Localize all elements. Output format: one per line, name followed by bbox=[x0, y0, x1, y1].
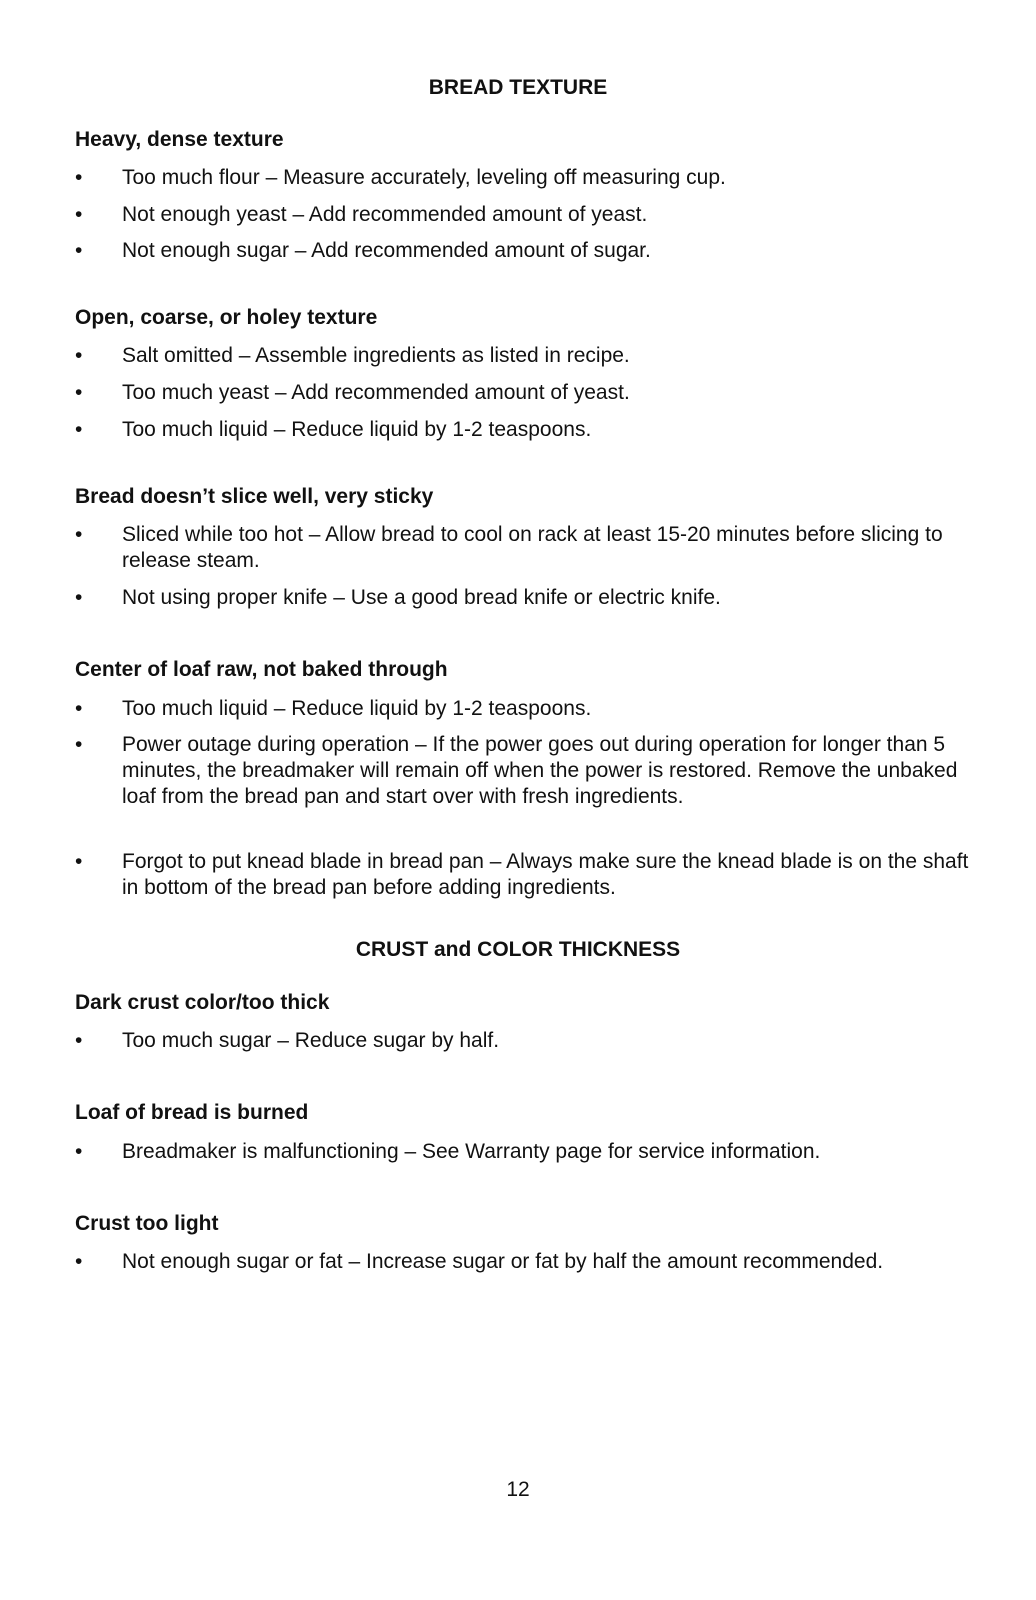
page-number: 12 bbox=[506, 1478, 530, 1501]
bullet-icon: • bbox=[75, 344, 83, 367]
bullet-icon: • bbox=[75, 166, 83, 189]
list-item-text: Too much yeast – Add recommended amount of yeast. bbox=[122, 381, 630, 404]
heading-open-coarse-texture: Open, coarse, or holey texture bbox=[75, 306, 378, 329]
bullet-icon: • bbox=[75, 1029, 83, 1052]
list-item-text: Too much liquid – Reduce liquid by 1-2 teaspoons. bbox=[122, 418, 592, 441]
bullet-icon: • bbox=[75, 1140, 83, 1163]
list-item-text: Not using proper knife – Use a good bread knife or electric knife. bbox=[122, 586, 721, 609]
list-item-text: Not enough sugar – Add recommended amount of sugar. bbox=[122, 239, 651, 262]
bullet-icon: • bbox=[75, 381, 83, 404]
bullet-icon: • bbox=[75, 1250, 83, 1273]
bullet-icon: • bbox=[75, 850, 83, 873]
bullet-icon: • bbox=[75, 733, 83, 756]
section-title-bread-texture: BREAD TEXTURE bbox=[428, 76, 608, 99]
heading-crust-too-light: Crust too light bbox=[75, 1212, 219, 1235]
bullet-icon: • bbox=[75, 239, 83, 262]
list-item-text: Power outage during operation – If the power goes out during operation for longer than 5 minutes, the breadmaker will remain off when the power is restored. Remove the unbaked loaf from the bread pan and start over with fresh ingredients. bbox=[122, 733, 958, 808]
list-item-text: Too much sugar – Reduce sugar by half. bbox=[122, 1029, 500, 1052]
list-item-text: Sliced while too hot – Allow bread to cool on rack at least 15-20 minutes before slicing to release steam. bbox=[122, 523, 943, 572]
list-item-text: Breadmaker is malfunctioning – See Warranty page for service information. bbox=[122, 1140, 821, 1163]
heading-dark-crust: Dark crust color/too thick bbox=[75, 991, 330, 1014]
section-title-crust-color: CRUST and COLOR THICKNESS bbox=[355, 938, 681, 961]
heading-heavy-dense-texture: Heavy, dense texture bbox=[75, 128, 284, 151]
list-item-text: Not enough yeast – Add recommended amount of yeast. bbox=[122, 203, 648, 226]
bullet-icon: • bbox=[75, 418, 83, 441]
bullet-icon: • bbox=[75, 203, 83, 226]
heading-bread-slice-sticky: Bread doesn’t slice well, very sticky bbox=[75, 485, 434, 508]
list-item-text: Salt omitted – Assemble ingredients as listed in recipe. bbox=[122, 344, 630, 367]
list-item-text: Too much liquid – Reduce liquid by 1-2 teaspoons. bbox=[122, 697, 592, 720]
bullet-icon: • bbox=[75, 586, 83, 609]
list-item-text: Not enough sugar or fat – Increase sugar or fat by half the amount recommended. bbox=[122, 1250, 884, 1273]
bullet-icon: • bbox=[75, 523, 83, 546]
heading-center-loaf-raw: Center of loaf raw, not baked through bbox=[75, 658, 448, 681]
heading-loaf-burned: Loaf of bread is burned bbox=[75, 1101, 309, 1124]
list-item-text: Forgot to put knead blade in bread pan – Always make sure the knead blade is on the shaft in bottom of the bread pan before adding ingredients. bbox=[122, 850, 969, 899]
list-item-text: Too much flour – Measure accurately, leveling off measuring cup. bbox=[122, 166, 726, 189]
bullet-icon: • bbox=[75, 697, 83, 720]
